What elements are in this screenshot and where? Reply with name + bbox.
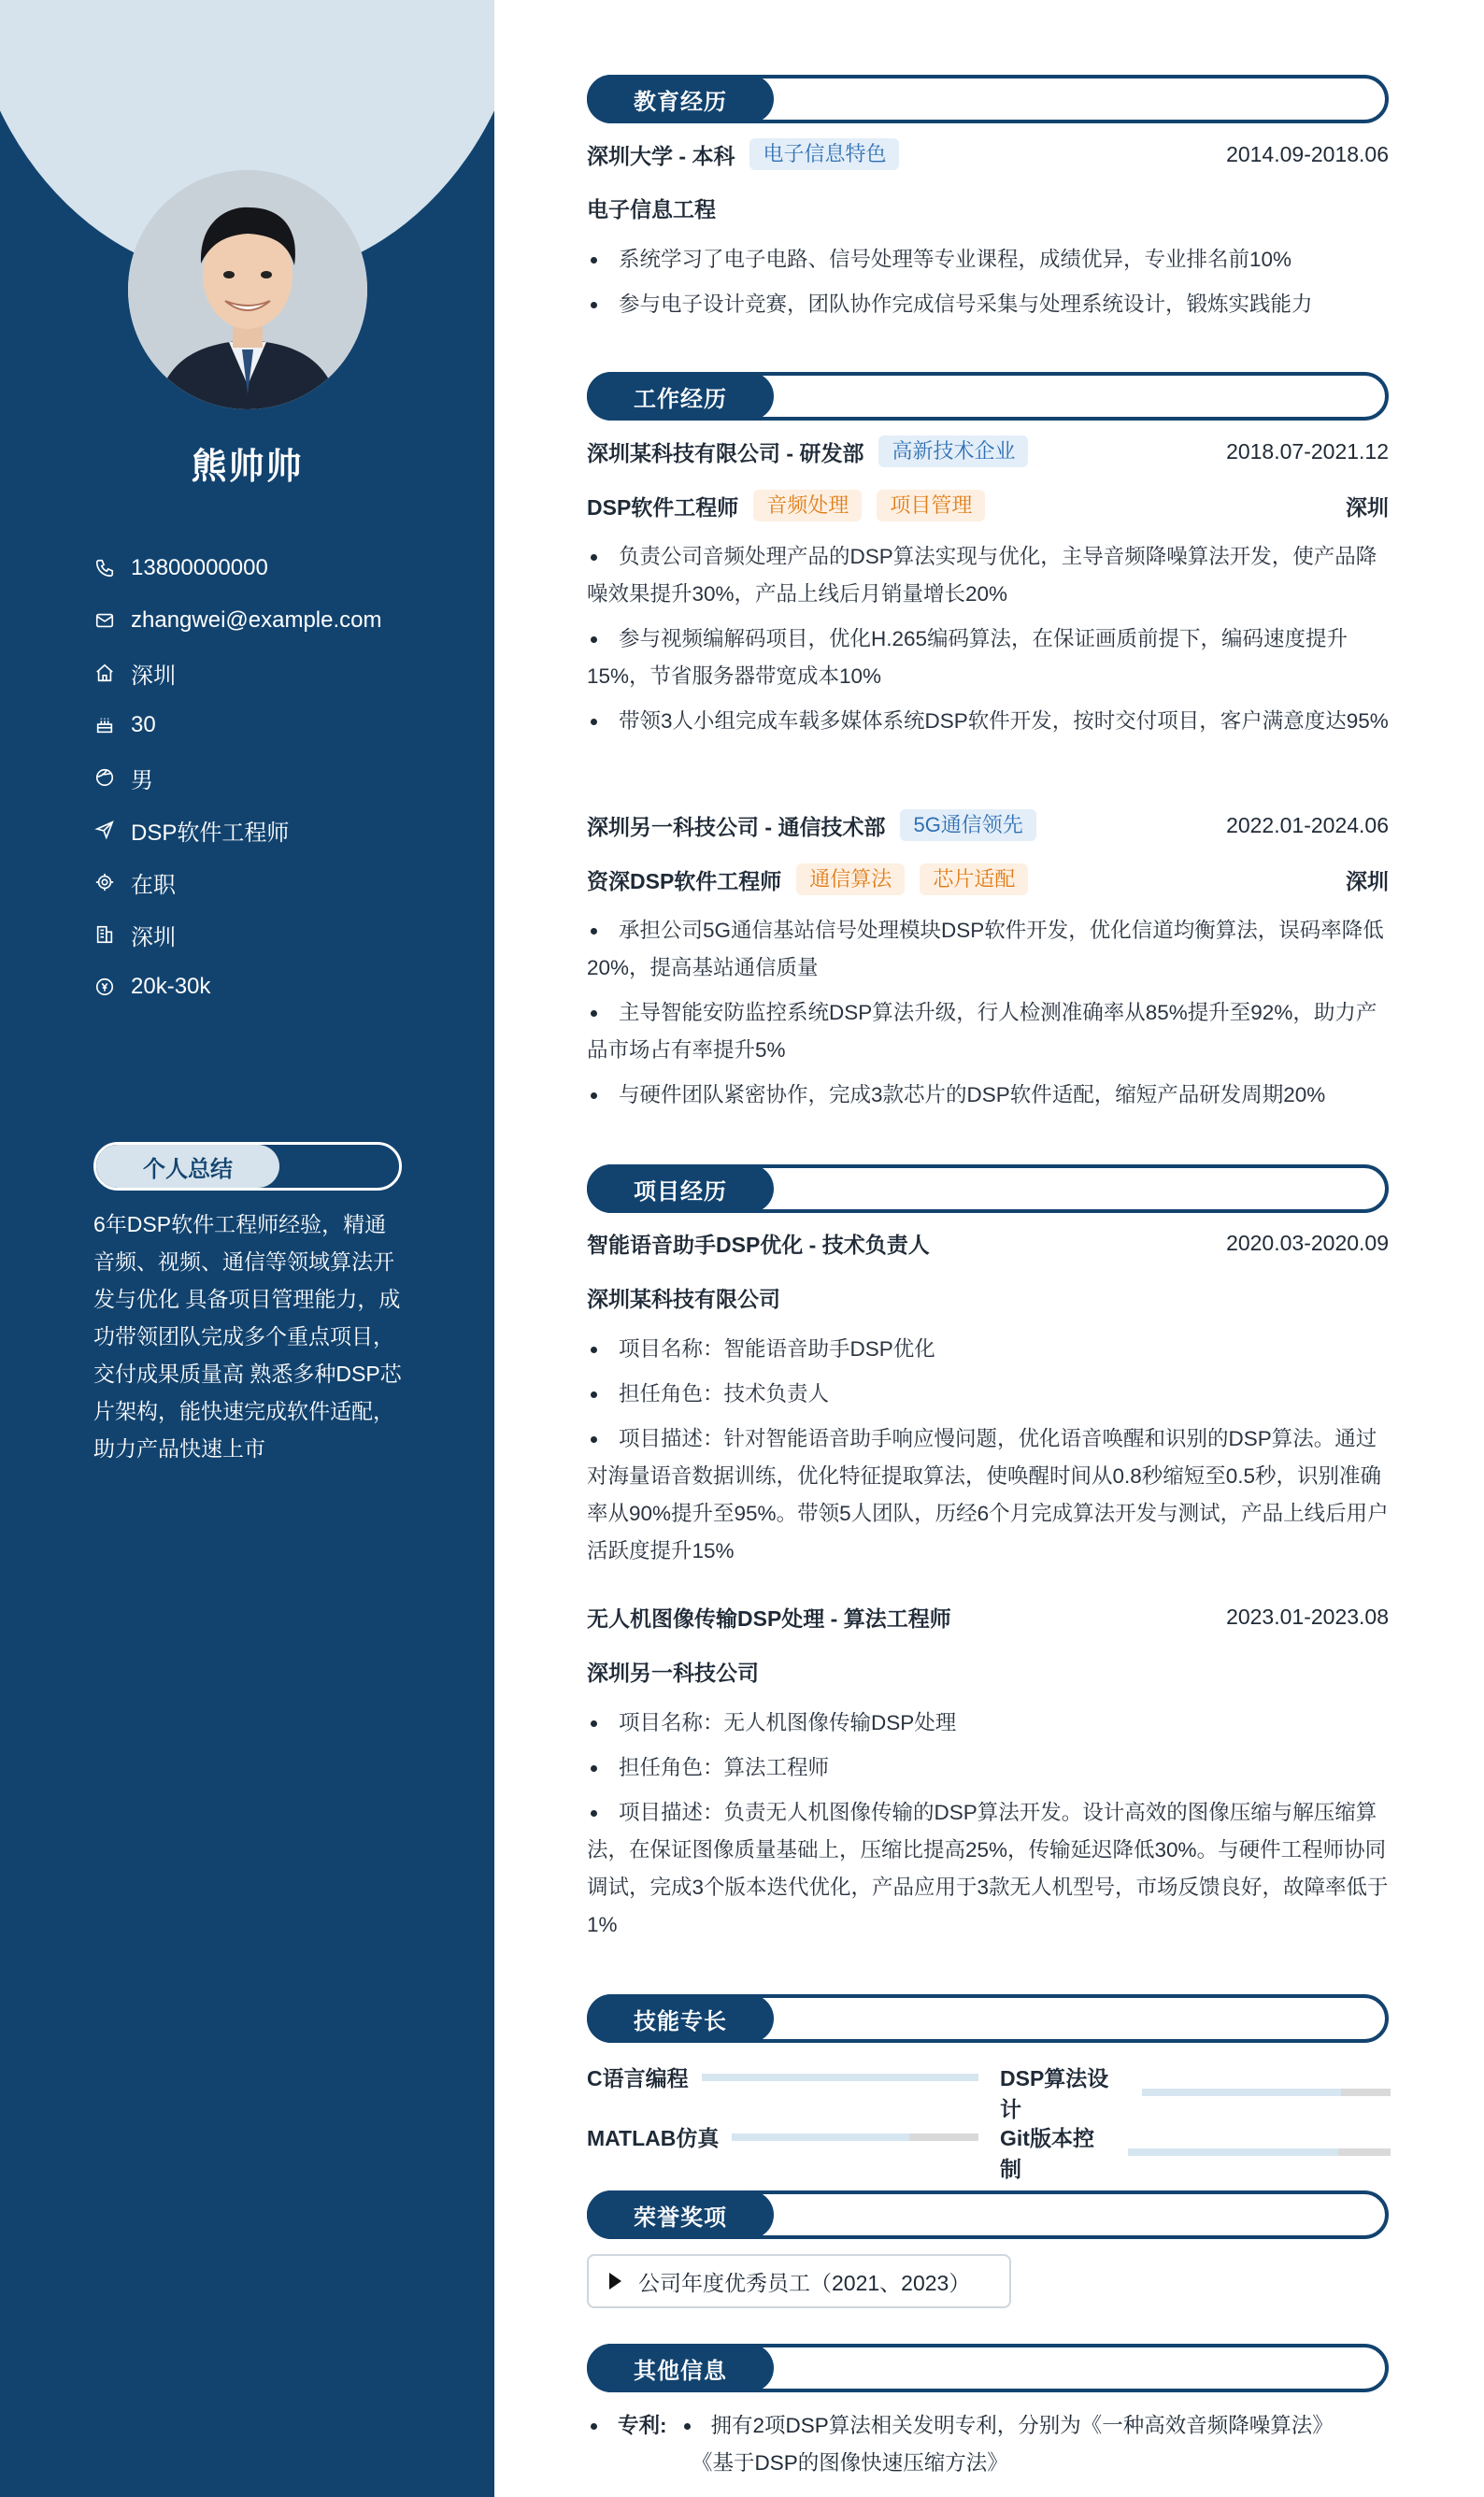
award-item <box>587 2254 1011 2308</box>
job-1-role-row <box>587 490 1389 521</box>
major: 电子信息工程 <box>587 197 716 221</box>
project-name: 无人机图像传输DSP处理 - 算法工程师 <box>587 1606 951 1631</box>
gender-icon <box>93 766 116 789</box>
projects-title: 项目经历 <box>587 1164 774 1213</box>
list-item: 负责公司音频处理产品的DSP算法实现与优化，主导音频降噪算法开发，使产品降噪效果提升30%，产品上线后月销量增长20% <box>587 538 1389 613</box>
job-1-row <box>587 435 1389 467</box>
honors-header <box>587 2190 1389 2239</box>
job-1-bullets <box>587 538 1389 748</box>
skill-item <box>1000 2062 1391 2123</box>
info-text: zhangwei@example.com <box>131 607 382 633</box>
education-row <box>587 138 1389 170</box>
info-phone <box>93 542 467 594</box>
role-tag: 项目管理 <box>877 490 985 521</box>
list-item: 项目名称：智能语音助手DSP优化 <box>587 1331 1389 1368</box>
info-salary <box>93 961 467 1013</box>
candidate-name: 熊帅帅 <box>191 448 304 487</box>
sidebar <box>0 0 494 2497</box>
project-1-bullets <box>587 1331 1389 1577</box>
list-item: 系统学习了电子电路、信号处理等专业课程，成绩优异，专业排名前10% <box>587 241 1389 278</box>
skill-bar <box>1128 2148 1391 2156</box>
avatar-portrait <box>128 170 367 409</box>
info-text: DSP软件工程师 <box>131 820 290 846</box>
job-date: 2018.07-2021.12 <box>1226 438 1389 464</box>
job-tag: 5G通信领先 <box>900 809 1035 841</box>
skills-header <box>587 1994 1389 2043</box>
info-text: 深圳 <box>131 924 176 950</box>
bullet-dot <box>684 2423 691 2430</box>
salary-icon <box>93 976 116 998</box>
skill-name: MATLAB仿真 <box>587 2126 720 2150</box>
other-label: 专利: <box>618 2414 667 2437</box>
skill-level <box>1128 2148 1338 2156</box>
bullet-dot <box>591 2423 597 2430</box>
job-role: 资深DSP软件工程师 <box>587 868 782 893</box>
contact-info-list <box>93 542 467 1013</box>
job-2-role-row <box>587 863 1389 895</box>
skill-bar <box>1142 2089 1391 2096</box>
info-email <box>93 594 467 647</box>
skill-bar <box>732 2133 978 2141</box>
list-item: 主导智能安防监控系统DSP算法升级，行人检测准确率从85%提升至92%，助力产品市场占有率提升5% <box>587 994 1389 1069</box>
list-item: 担任角色：算法工程师 <box>587 1749 1389 1787</box>
avatar <box>128 170 367 409</box>
other-info <box>587 2407 1389 2482</box>
status-icon <box>93 871 116 893</box>
mail-icon <box>93 609 116 632</box>
education-bullets <box>587 241 1389 331</box>
project-company: 深圳另一科技公司 <box>587 1661 759 1685</box>
project-1-company-row <box>587 1282 1389 1313</box>
info-gender <box>93 751 467 804</box>
role-tag: 音频处理 <box>753 490 862 521</box>
project-1-row <box>587 1228 1389 1259</box>
skill-item <box>1000 2121 1391 2183</box>
info-text: 男 <box>131 767 153 793</box>
job-2-row <box>587 809 1389 841</box>
job-2-bullets <box>587 912 1389 1121</box>
project-company: 深圳某科技有限公司 <box>587 1287 780 1311</box>
work-header <box>587 372 1389 421</box>
info-text: 深圳 <box>131 663 176 689</box>
education-date: 2014.09-2018.06 <box>1226 141 1389 166</box>
skill-name: DSP算法设计 <box>1000 2066 1109 2121</box>
list-item: 项目名称：无人机图像传输DSP处理 <box>587 1705 1389 1742</box>
job-tag: 高新技术企业 <box>878 435 1028 467</box>
education-header <box>587 75 1389 123</box>
job-role: DSP软件工程师 <box>587 494 739 520</box>
project-2-company-row <box>587 1656 1389 1687</box>
summary-text: 6年DSP软件工程师经验，精通音频、视频、通信等领域算法开发与优化 具备项目管理能力，成功带领团队完成多个重点项目，交付成果质量高 熟悉多种DSP芯片架构，能快速完成软件适配，助力产品快速上市 <box>93 1212 402 1461</box>
home-icon <box>93 662 116 684</box>
skill-level <box>1142 2089 1341 2096</box>
skill-item <box>587 2062 978 2092</box>
skill-name: C语言编程 <box>587 2066 689 2090</box>
info-text: 13800000000 <box>131 555 268 580</box>
skills-title: 技能专长 <box>587 1994 774 2043</box>
other-title: 其他信息 <box>587 2344 774 2392</box>
list-item: 与硬件团队紧密协作，完成3款芯片的DSP软件适配，缩短产品研发周期20% <box>587 1077 1389 1114</box>
education-title: 教育经历 <box>587 75 774 123</box>
job-city: 深圳 <box>1346 494 1389 520</box>
honors-title: 荣誉奖项 <box>587 2190 774 2239</box>
other-text-2: 《基于DSP的图像快速压缩方法》 <box>692 2451 1008 2475</box>
info-text: 在职 <box>131 872 176 898</box>
list-item: 项目描述：负责无人机图像传输的DSP算法开发。设计高效的图像压缩与解压缩算法，在保证图像质量基础上，压缩比提高25%，传输延迟降低30%。与硬件工程师协同调试，完成3个版本迭代优化，产品应用于3款无人机型号，市场反馈良好，故障率低于1% <box>587 1794 1389 1944</box>
other-text-1: 拥有2项DSP算法相关发明专利，分别为《一种高效音频降噪算法》 <box>710 2414 1334 2437</box>
list-item: 参与视频编解码项目，优化H.265编码算法，在保证画质前提下，编码速度提升15%，节省服务器带宽成本10% <box>587 621 1389 695</box>
project-date: 2020.03-2020.09 <box>1226 1231 1389 1255</box>
education-tag: 电子信息特色 <box>749 138 899 170</box>
send-icon <box>93 819 116 841</box>
projects-header <box>587 1164 1389 1213</box>
skill-bar <box>702 2074 978 2081</box>
job-company: 深圳另一科技公司 - 通信技术部 <box>587 814 886 839</box>
project-date: 2023.01-2023.08 <box>1226 1605 1389 1629</box>
job-date: 2022.01-2024.06 <box>1226 812 1389 837</box>
info-city <box>93 647 467 699</box>
skill-item <box>587 2121 978 2152</box>
school-name: 深圳大学 - 本科 <box>587 143 735 168</box>
major-row <box>587 193 1389 223</box>
other-header <box>587 2344 1389 2392</box>
info-age <box>93 699 467 751</box>
list-item: 担任角色：技术负责人 <box>587 1376 1389 1413</box>
building-icon <box>93 923 116 946</box>
age-icon <box>93 714 116 736</box>
skill-level <box>732 2133 909 2141</box>
role-tag: 通信算法 <box>796 863 905 895</box>
job-company: 深圳某科技有限公司 - 研发部 <box>587 440 864 465</box>
job-city: 深圳 <box>1346 868 1389 893</box>
info-status <box>93 856 467 908</box>
triangle-right-icon <box>609 2273 621 2290</box>
list-item: 承担公司5G通信基站信号处理模块DSP软件开发，优化信道均衡算法，误码率降低20%，提高基站通信质量 <box>587 912 1389 987</box>
info-position <box>93 804 467 856</box>
info-text: 30 <box>131 712 156 737</box>
project-name: 智能语音助手DSP优化 - 技术负责人 <box>587 1233 930 1257</box>
list-item: 参与电子设计竞赛，团队协作完成信号采集与处理系统设计，锻炼实践能力 <box>587 286 1389 323</box>
list-item: 项目描述：针对智能语音助手响应慢问题，优化语音唤醒和识别的DSP算法。通过对海量语音数据训练，优化特征提取算法，使唤醒时间从0.8秒缩短至0.5秒，识别准确率从90%提升至95%。带领5人团队，历经6个月完成算法开发与测试，产品上线后用户活跃度提升15% <box>587 1420 1389 1570</box>
list-item: 带领3人小组完成车载多媒体系统DSP软件开发，按时交付项目，客户满意度达95% <box>587 703 1389 740</box>
phone-icon <box>93 557 116 579</box>
summary-title: 个人总结 <box>96 1145 279 1188</box>
award-text: 公司年度优秀员工（2021、2023） <box>638 2270 971 2295</box>
info-location <box>93 908 467 961</box>
role-tag: 芯片适配 <box>920 863 1028 895</box>
summary-header <box>93 1142 402 1191</box>
project-2-bullets <box>587 1705 1389 1951</box>
info-text: 20k-30k <box>131 974 211 999</box>
project-2-row <box>587 1602 1389 1633</box>
work-title: 工作经历 <box>587 372 774 421</box>
skill-name: Git版本控制 <box>1000 2126 1094 2181</box>
skill-level <box>702 2074 978 2081</box>
